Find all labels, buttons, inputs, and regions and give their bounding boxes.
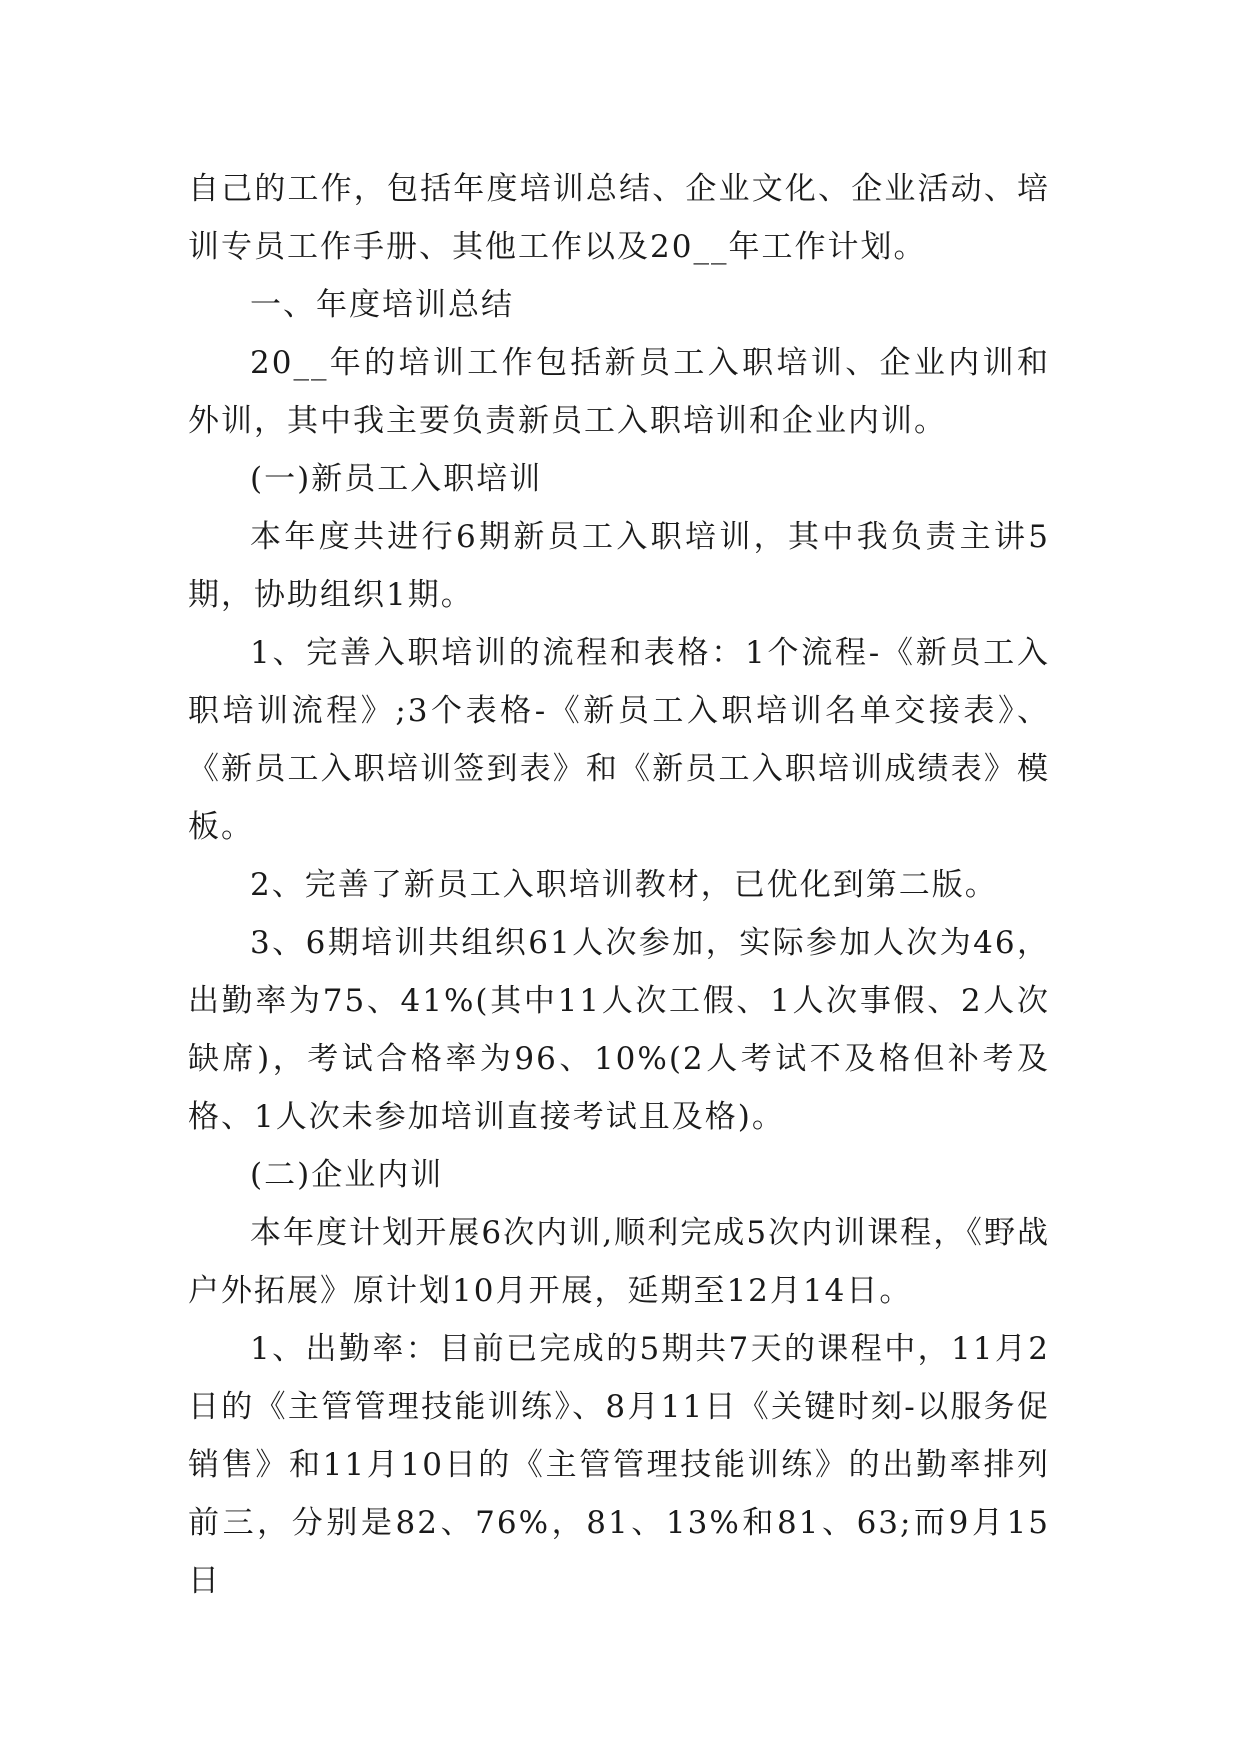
paragraph-internal-attendance: 1、出勤率：目前已完成的5期共7天的课程中，11月2日的《主管管理技能训练》、8月11日《关键时刻-以服务促销售》和11月10日的《主管管理技能训练》的出勤率排列前三，分别是82、76%，81、13%和81、63;而9月15日: [188, 1331, 1050, 1599]
paragraph-onboarding-materials: 2、完善了新员工入职培训教材，已优化到第二版。: [250, 867, 998, 903]
paragraph-internal-plan: 本年度计划开展6次内训,顺利完成5次内训课程，《野战户外拓展》原计划10月开展，延期至12月14日。: [188, 1215, 1050, 1309]
paragraph-onboarding-attendance: 3、6期培训共组织61人次参加，实际参加人次为46，出勤率为75、41%(其中11人次工假、1人次事假、2人次缺席)，考试合格率为96、10%(2人考试不及格但补考及格、1人次未参加培训直接考试且及格)。: [188, 925, 1050, 1135]
paragraph-onboarding-sessions: 本年度共进行6期新员工入职培训，其中我负责主讲5期，协助组织1期。: [188, 519, 1050, 613]
subsection-heading-onboarding: (一)新员工入职培训: [250, 461, 543, 497]
subsection-heading-internal-training: (二)企业内训: [250, 1157, 444, 1193]
document-body: [188, 160, 1050, 1610]
section-heading-annual-training: 一、年度培训总结: [250, 287, 514, 323]
paragraph-intro: 自己的工作，包括年度培训总结、企业文化、企业活动、培训专员工作手册、其他工作以及20__年工作计划。: [188, 171, 1050, 265]
paragraph-training-overview: 20__年的培训工作包括新员工入职培训、企业内训和外训，其中我主要负责新员工入职培训和企业内训。: [188, 345, 1050, 439]
paragraph-onboarding-process: 1、完善入职培训的流程和表格：1个流程-《新员工入职培训流程》;3个表格-《新员工入职培训名单交接表》、《新员工入职培训签到表》和《新员工入职培训成绩表》模板。: [188, 635, 1050, 845]
